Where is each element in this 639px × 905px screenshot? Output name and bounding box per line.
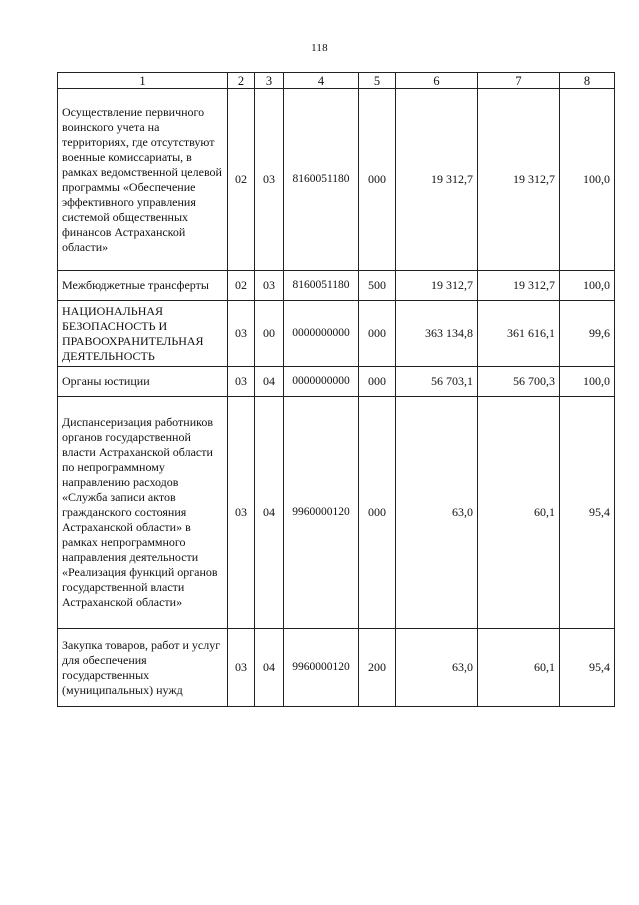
row-actual-amount: 60,1 [478,629,560,707]
row-subsection: 04 [255,629,284,707]
header-row [58,73,615,89]
table-row [58,89,615,271]
row-actual-amount: 19 312,7 [478,271,560,301]
row-subsection: 00 [255,301,284,367]
row-expense-type: 000 [359,397,396,629]
column-header: 1 [58,73,228,89]
row-planned-amount: 63,0 [396,397,478,629]
table-header [58,73,615,89]
row-subsection: 03 [255,271,284,301]
row-section: 03 [228,367,255,397]
row-subsection: 03 [255,89,284,271]
row-expense-type: 000 [359,89,396,271]
row-target-code: 0000000000 [284,301,359,367]
row-actual-amount: 56 700,3 [478,367,560,397]
column-header: 8 [560,73,615,89]
table-row [58,271,615,301]
row-section: 03 [228,301,255,367]
row-name: НАЦИОНАЛЬНАЯ БЕЗОПАСНОСТЬ И ПРАВООХРАНИТЕЛЬНАЯ ДЕЯТЕЛЬНОСТЬ [58,301,228,367]
row-execution-percent: 95,4 [560,629,615,707]
row-expense-type: 000 [359,367,396,397]
row-planned-amount: 363 134,8 [396,301,478,367]
budget-table [57,72,615,707]
row-section: 02 [228,271,255,301]
row-planned-amount: 63,0 [396,629,478,707]
row-subsection: 04 [255,397,284,629]
row-expense-type: 200 [359,629,396,707]
row-name: Диспансеризация работников органов государственной власти Астраханской области по непрограммному направлению расходов «Служба записи актов гражданского состояния Астраханской области» в рамках непрограммного направления деятельности «Реализация функций органов государственной власти Астраханской области» [58,397,228,629]
row-section: 03 [228,397,255,629]
row-execution-percent: 100,0 [560,367,615,397]
row-execution-percent: 100,0 [560,271,615,301]
row-target-code: 8160051180 [284,271,359,301]
row-planned-amount: 19 312,7 [396,89,478,271]
row-section: 02 [228,89,255,271]
column-header: 5 [359,73,396,89]
row-execution-percent: 95,4 [560,397,615,629]
table-row [58,301,615,367]
row-section: 03 [228,629,255,707]
column-header: 6 [396,73,478,89]
column-header: 3 [255,73,284,89]
row-target-code: 0000000000 [284,367,359,397]
row-planned-amount: 56 703,1 [396,367,478,397]
row-target-code: 8160051180 [284,89,359,271]
row-target-code: 9960000120 [284,397,359,629]
row-execution-percent: 100,0 [560,89,615,271]
column-header: 4 [284,73,359,89]
table-row [58,629,615,707]
row-planned-amount: 19 312,7 [396,271,478,301]
row-actual-amount: 19 312,7 [478,89,560,271]
row-target-code: 9960000120 [284,629,359,707]
row-name: Межбюджетные трансферты [58,271,228,301]
table-body [58,89,615,707]
row-actual-amount: 60,1 [478,397,560,629]
column-header: 7 [478,73,560,89]
row-actual-amount: 361 616,1 [478,301,560,367]
table-row [58,397,615,629]
row-expense-type: 500 [359,271,396,301]
table-row [58,367,615,397]
row-name: Закупка товаров, работ и услуг для обеспечения государственных (муниципальных) нужд [58,629,228,707]
row-name: Осуществление первичного воинского учета на территориях, где отсутствуют военные комиссариаты, в рамках ведомственной целевой программы «Обеспечение эффективного управления системой общественных финансов Астраханской области» [58,89,228,271]
row-subsection: 04 [255,367,284,397]
page-number: 118 [311,42,328,54]
row-expense-type: 000 [359,301,396,367]
row-execution-percent: 99,6 [560,301,615,367]
column-header: 2 [228,73,255,89]
row-name: Органы юстиции [58,367,228,397]
